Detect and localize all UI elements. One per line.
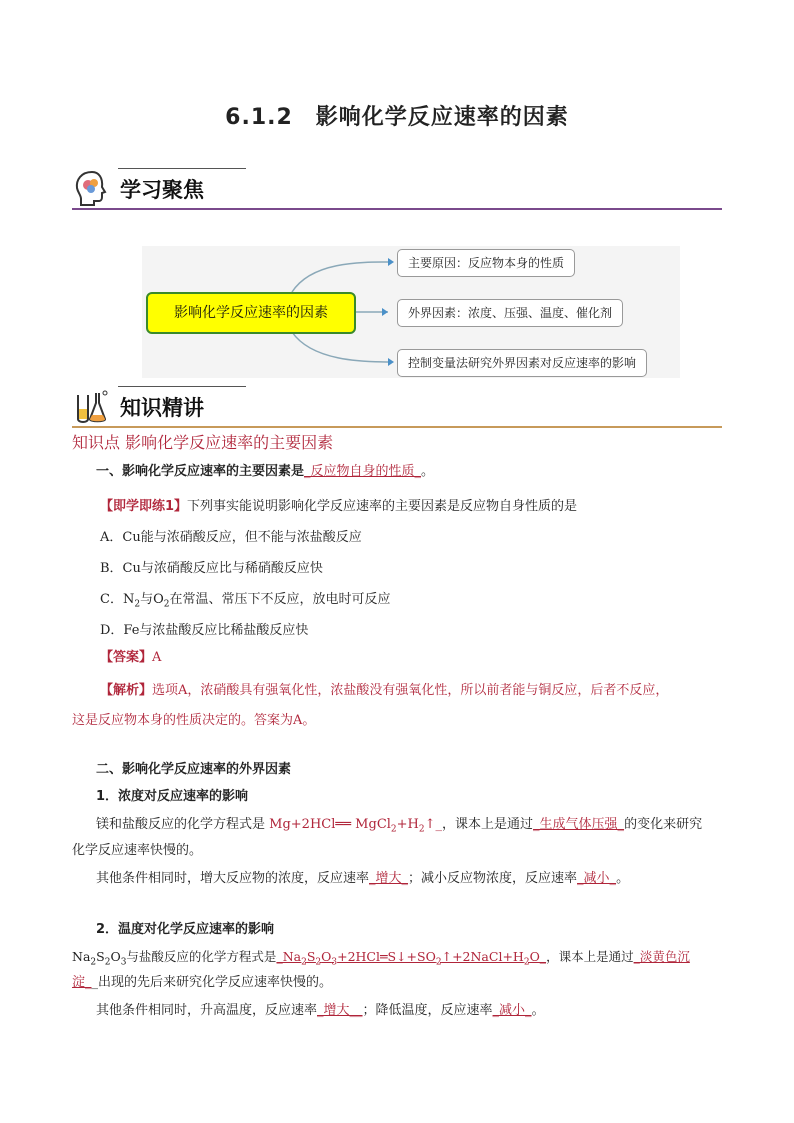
text: ↑+2NaCl+H: [441, 949, 524, 964]
option-d: D．Fe与浓盐酸反应比稀盐酸反应快: [100, 623, 309, 638]
punctuation: 。: [421, 464, 435, 479]
answer-blank: _减小_: [577, 871, 617, 886]
exercise-question: [100, 497, 577, 517]
answer-value: A: [152, 650, 162, 665]
paragraph-temperature: [72, 998, 724, 1024]
answer-blank: 淀_: [72, 975, 92, 990]
subscript: 2: [418, 824, 425, 835]
text: _Na: [276, 949, 302, 964]
subscript: 2: [134, 599, 141, 610]
subscript: 2: [163, 599, 170, 610]
head-brain-icon: [72, 169, 112, 207]
text: 在常温、常压下不反应，放电时可反应: [169, 592, 391, 607]
subheading-concentration: 1．浓度对反应速率的影响: [96, 789, 249, 804]
text: ，课本上是通过: [442, 817, 534, 832]
mind-map-leaf: 控制变量法研究外界因素对反应速率的影响: [397, 349, 647, 377]
answer-blank: _生成气体压强_: [533, 817, 625, 832]
part1-answer: _反应物自身的性质_: [304, 464, 422, 479]
page-title: 6.1.2 影响化学反应速率的因素: [225, 105, 569, 130]
part2-heading: 二、影响化学反应速率的外界因素: [96, 762, 292, 777]
paragraph-na2s2o3-cont: [72, 970, 724, 996]
answer-blank: _淡黄色沉: [633, 949, 690, 964]
text: 镁和盐酸反应的化学方程式是: [96, 817, 266, 832]
subheading-temperature: 2．温度对化学反应速率的影响: [96, 922, 275, 937]
mind-map-leaf: 外界因素：浓度、压强、温度、催化剂: [397, 299, 623, 327]
section-title: 学习聚焦: [120, 178, 204, 202]
subscript: 2: [315, 957, 322, 968]
answer-blank: _增大_: [369, 871, 409, 886]
text: 与O: [140, 592, 164, 607]
divider: [118, 386, 246, 387]
section-title: 知识精讲: [120, 396, 204, 420]
divider: [72, 426, 722, 428]
answer-blank: _增大__: [317, 1003, 363, 1018]
knowledge-point-title: 知识点 影响化学反应速率的主要因素: [72, 433, 334, 452]
subscript: 2: [301, 957, 307, 968]
answer-line: [100, 648, 161, 668]
subscript: 2: [390, 824, 397, 835]
text: 。: [531, 1003, 545, 1018]
section-header-knowledge: [72, 386, 722, 428]
text: +H: [396, 817, 419, 832]
text: C．N: [100, 592, 135, 607]
analysis-text: 选项A，浓硝酸具有强氧化性，浓盐酸没有强氧化性，所以前者能与铜反应，后者不反应，: [152, 683, 669, 698]
subscript: 2: [523, 957, 530, 968]
subscript: 3: [120, 957, 127, 968]
option-c: [100, 590, 390, 615]
text: S: [306, 949, 316, 964]
text: ，课本上是通过: [546, 949, 634, 964]
divider: [72, 208, 722, 210]
text: Na: [72, 949, 91, 964]
text: O_: [529, 949, 547, 964]
equation: [276, 949, 547, 968]
analysis-paragraph: [72, 678, 724, 704]
option-a: A．Cu能与浓硝酸反应，但不能与浓盐酸反应: [100, 530, 362, 545]
analysis-text-2: 这是反应物本身的性质决定的。答案为A。: [72, 713, 316, 728]
text: 。: [616, 871, 630, 886]
text: _出现的先后来研究化学反应速率快慢的。: [91, 975, 333, 990]
text: ；降低温度，反应速率: [362, 1003, 493, 1018]
divider: [118, 168, 246, 169]
subscript: 3: [331, 957, 338, 968]
text: Mg+2HCl══ MgCl: [269, 817, 391, 832]
text: +2HCl═S↓+SO: [337, 949, 436, 964]
subscript: 2: [90, 957, 97, 968]
section-header-study-focus: [72, 168, 722, 210]
part1-heading: 一、影响化学反应速率的主要因素是: [96, 464, 305, 479]
text: ↑_: [424, 817, 443, 832]
answer-tag: 【答案】: [100, 650, 153, 665]
text: O: [110, 949, 121, 964]
exercise-tag: 【即学即练1】: [100, 499, 188, 514]
paragraph-concentration: [72, 866, 724, 892]
analysis-tag: 【解析】: [100, 683, 153, 698]
text: 其他条件相同时，升高温度，反应速率: [96, 1003, 318, 1018]
mind-map-leaf: 主要原因：反应物本身的性质: [397, 249, 575, 277]
text: ；减小反应物浓度，反应速率: [408, 871, 578, 886]
subscript: 2: [104, 957, 111, 968]
option-b: B．Cu与浓硝酸反应比与稀硝酸反应快: [100, 561, 323, 576]
part1-line: [96, 462, 434, 482]
question-text: 下列事实能说明影响化学反应速率的主要因素是反应物自身性质的是: [187, 499, 578, 514]
text: S: [96, 949, 105, 964]
answer-blank: _减小_: [492, 1003, 532, 1018]
equation: [269, 817, 443, 835]
subscript: 2: [435, 957, 442, 968]
paragraph-mg-hcl-cont: 化学反应速率快慢的。: [72, 843, 203, 858]
flask-icon: [72, 387, 112, 425]
text: 的变化来研究: [624, 817, 703, 832]
mind-map-center: 影响化学反应速率的因素: [146, 292, 356, 334]
text: O: [321, 949, 332, 964]
text: 与盐酸反应的化学方程式是: [126, 949, 277, 964]
mind-map: [142, 246, 680, 378]
text: 其他条件相同时，增大反应物的浓度，反应速率: [96, 871, 370, 886]
